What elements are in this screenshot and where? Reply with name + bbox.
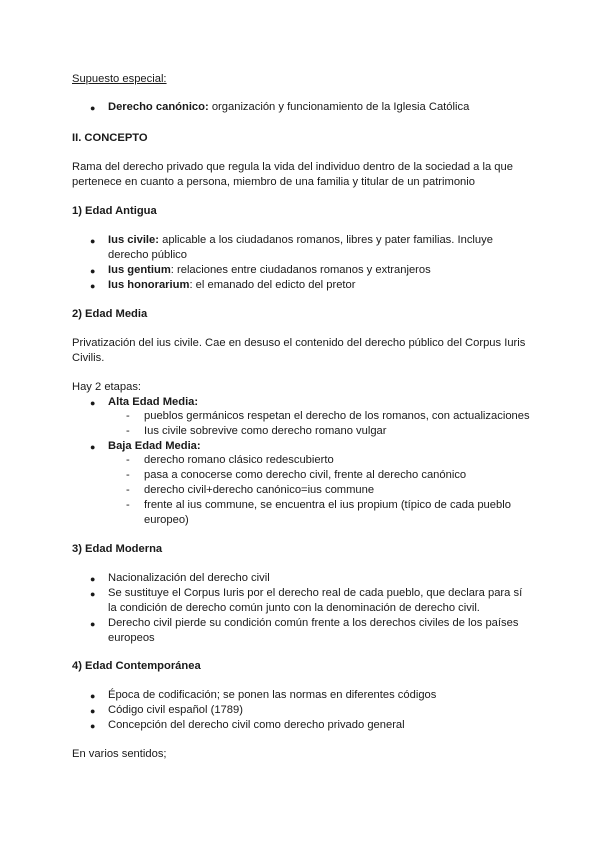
antigua-item-bold: Ius civile: — [108, 234, 159, 246]
alta-label: Alta Edad Media: — [108, 396, 199, 408]
dash-icon: - — [126, 410, 130, 422]
baja-sub-item: pasa a conocerse como derecho civil, frente al derecho canónico — [144, 469, 467, 481]
moderna-item: Nacionalización del derecho civil — [108, 572, 270, 584]
baja-sub-item-cont: europeo) — [144, 514, 189, 526]
moderna-item: Se sustituye el Corpus Iuris por el derecho real de cada pueblo, que declara para sí — [108, 587, 523, 599]
antigua-item — [108, 263, 431, 278]
bullet-icon: ● — [90, 266, 96, 276]
bullet-icon: ● — [90, 281, 96, 291]
special-item — [108, 100, 469, 115]
alta-sub-item: Ius civile sobrevive como derecho romano vulgar — [144, 425, 387, 437]
moderna-item: Derecho civil pierde su condición común frente a los derechos civiles de los países — [108, 617, 519, 629]
concepto-heading: II. CONCEPTO — [72, 132, 148, 144]
antigua-item-text: : el emanado del edicto del pretor — [189, 279, 356, 291]
bullet-icon: ● — [90, 589, 96, 599]
media-paragraph-line-1: Privatización del ius civile. Cae en desuso el contenido del derecho público del Corpus Iuris — [72, 337, 526, 349]
bullet-icon: ● — [90, 236, 96, 246]
alta-sub-item: pueblos germánicos respetan el derecho de los romanos, con actualizaciones — [144, 410, 530, 422]
antigua-item — [108, 278, 356, 293]
baja-sub-item: derecho romano clásico redescubierto — [144, 454, 334, 466]
contemporanea-item: Época de codificación; se ponen las normas en diferentes códigos — [108, 689, 437, 701]
concepto-line-1: Rama del derecho privado que regula la vida del individuo dentro de la sociedad a la que — [72, 161, 513, 173]
bullet-icon: ● — [90, 721, 96, 731]
bullet-icon: ● — [90, 574, 96, 584]
baja-label: Baja Edad Media: — [108, 440, 201, 452]
moderna-heading: 3) Edad Moderna — [72, 543, 163, 555]
contemporanea-heading: 4) Edad Contemporánea — [72, 660, 201, 672]
concepto-line-2: pertenece en cuanto a persona, miembro de una familia y titular de un patrimonio — [72, 176, 475, 188]
antigua-item-cont: derecho público — [108, 249, 187, 261]
closing-text: En varios sentidos; — [72, 748, 167, 760]
bullet-icon: ● — [90, 706, 96, 716]
antigua-item-bold: Ius honorarium — [108, 279, 190, 291]
media-paragraph-line-2: Civilis. — [72, 352, 105, 364]
moderna-item-cont: europeos — [108, 632, 155, 644]
antigua-item-text: aplicable a los ciudadanos romanos, libres y pater familias. Incluye — [159, 234, 493, 246]
media-heading: 2) Edad Media — [72, 308, 148, 320]
bullet-icon: ● — [90, 691, 96, 701]
contemporanea-item: Concepción del derecho civil como derecho privado general — [108, 719, 405, 731]
antigua-item-bold: Ius gentium — [108, 264, 171, 276]
moderna-item-cont: la condición de derecho común junto con la denominación de derecho civil. — [108, 602, 480, 614]
antigua-heading: 1) Edad Antigua — [72, 205, 157, 217]
contemporanea-item: Código civil español (1789) — [108, 704, 243, 716]
baja-sub-item: derecho civil+derecho canónico=ius commune — [144, 484, 375, 496]
special-title: Supuesto especial: — [72, 73, 167, 85]
dash-icon: - — [126, 425, 130, 437]
bullet-icon: ● — [90, 619, 96, 629]
antigua-item — [108, 233, 493, 248]
dash-icon: - — [126, 469, 130, 481]
baja-sub-item: frente al ius commune, se encuentra el ius propium (típico de cada pueblo — [144, 499, 511, 511]
dash-icon: - — [126, 454, 130, 466]
antigua-item-text: : relaciones entre ciudadanos romanos y extranjeros — [170, 264, 431, 276]
bullet-icon: ● — [90, 398, 96, 408]
special-item-text: organización y funcionamiento de la Iglesia Católica — [208, 101, 470, 113]
dash-icon: - — [126, 499, 130, 511]
bullet-icon: ● — [90, 442, 96, 452]
media-etapas: Hay 2 etapas: — [72, 381, 142, 393]
dash-icon: - — [126, 484, 130, 496]
special-item-bold: Derecho canónico: — [108, 101, 209, 113]
bullet-icon: ● — [90, 103, 96, 113]
